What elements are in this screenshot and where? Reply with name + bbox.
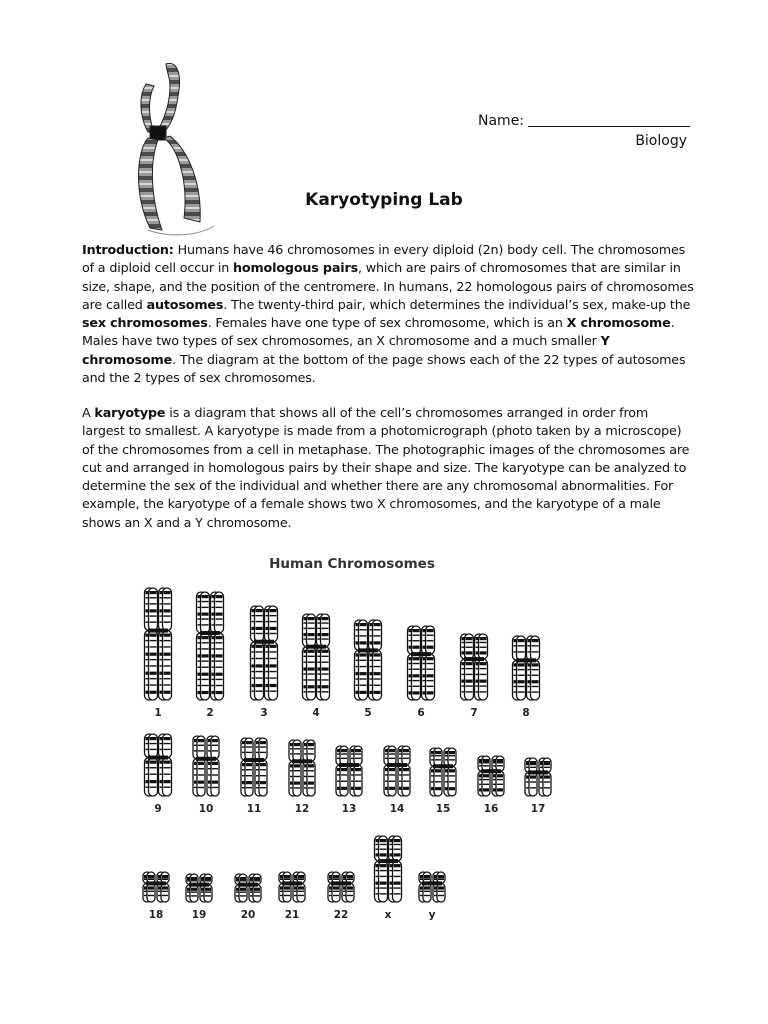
chromosome-pair-19 — [186, 874, 212, 902]
chromosome-pair-22 — [328, 872, 354, 902]
chromosome-pair-11 — [241, 738, 267, 796]
term-karyotype: karyotype — [94, 405, 166, 420]
intro-text: . Males have two types of sex chromosomes, an X chromosome and a much smaller — [82, 315, 675, 349]
chromosome-pair-9 — [145, 734, 172, 796]
chromosome-label-12: 12 — [294, 803, 310, 815]
chromosome-pair-20 — [235, 874, 261, 902]
chromosome-pair-10 — [193, 736, 219, 796]
chromosome-pair-7 — [461, 634, 488, 700]
chromosome-pair-21 — [279, 872, 305, 902]
intro-heading: Introduction: — [82, 242, 174, 257]
chromosome-illustration — [128, 56, 220, 240]
page-title: Karyotyping Lab — [305, 190, 463, 210]
chromosome-pair-y — [419, 872, 445, 902]
chromosome-label-21: 21 — [284, 909, 300, 921]
chromosome-pair-13 — [336, 746, 362, 796]
chromosome-label-10: 10 — [198, 803, 214, 815]
chromosome-label-7: 7 — [470, 707, 478, 719]
karyotype-text: is a diagram that shows all of the cell’s chromosomes arranged in order from largest to smallest. A karyotype is made from a photomicrograph (photo taken by a microscope) of the chromosomes from a cell in metaphase. The photographic images of the chromosomes are cut and arranged in homologous pairs by their shape and size. The karyotype can be analyzed to determine the sex of the individual and whether there are any chromosomal abnormalities. For example, the karyotype of a female shows two X chromosomes, and the karyotype of a male shows an X and a Y chromosome. — [82, 405, 690, 530]
intro-text: . Females have one type of sex chromosome, which is an — [207, 315, 567, 331]
chromosome-label-x: x — [384, 909, 392, 921]
chromosome-pair-5 — [355, 620, 382, 700]
term-autosomes: autosomes — [146, 296, 224, 312]
term-sex-chromosomes: sex chromosomes — [82, 315, 208, 331]
chromosome-pair-14 — [384, 746, 410, 796]
chromosome-pair-4 — [303, 614, 330, 700]
chromosome-label-19: 19 — [191, 909, 207, 921]
chromosome-pair-2 — [197, 592, 224, 700]
chromosome-label-18: 18 — [148, 909, 164, 921]
chromosome-pair-x — [375, 836, 402, 902]
karyogram-figure — [132, 548, 572, 930]
introduction-paragraph — [82, 241, 694, 387]
chromosome-label-16: 16 — [483, 803, 499, 815]
chromosome-label-9: 9 — [154, 803, 162, 815]
chromosome-pair-6 — [408, 626, 435, 700]
chromosome-label-17: 17 — [530, 803, 546, 815]
chromosome-label-15: 15 — [435, 803, 451, 815]
karyogram-diagram — [132, 548, 572, 930]
chromosome-pair-3 — [251, 606, 278, 700]
chromosome-pair-17 — [525, 758, 551, 796]
chromosome-label-14: 14 — [389, 803, 405, 815]
chromosome-label-2: 2 — [206, 707, 214, 719]
chromosome-pair-12 — [289, 740, 315, 796]
intro-text: . The twenty-third pair, which determines the individual’s sex, make-up the — [223, 296, 691, 312]
chromosome-label-8: 8 — [522, 707, 530, 719]
name-field — [478, 112, 690, 129]
intro-text: , which are pairs of chromosomes that are similar in size, shape, and the position of the centromere. In humans, 22 homologous pairs of chromosomes are called — [82, 260, 694, 312]
chromosome-pair-8 — [513, 636, 540, 700]
intro-text: Humans have 46 chromosomes in every diploid (2n) body cell. The chromosomes of a diploid cell occur in — [82, 242, 686, 276]
chromosome-pair-16 — [478, 756, 504, 796]
name-blank-line — [528, 112, 690, 127]
term-homologous-pairs: homologous pairs — [233, 260, 358, 276]
chromosome-label-20: 20 — [240, 909, 256, 921]
chromosome-label-y: y — [428, 909, 436, 921]
chromosome-label-4: 4 — [312, 707, 320, 719]
chromosome-label-6: 6 — [417, 707, 425, 719]
chromosome-pair-15 — [430, 748, 456, 796]
intro-text: . The diagram at the bottom of the page shows each of the 22 types of autosomes and the 2 types of sex chromosomes. — [82, 351, 686, 386]
subject-label: Biology — [635, 133, 687, 149]
term-y-chromosome: Y chromosome — [82, 333, 610, 367]
chromosome-label-11: 11 — [246, 803, 262, 815]
term-x-chromosome: X chromosome — [566, 315, 671, 331]
chromosome-pair-18 — [143, 872, 169, 902]
name-label: Name: — [478, 113, 525, 129]
figure-title: Human Chromosomes — [269, 556, 435, 572]
chromosome-label-1: 1 — [154, 707, 162, 719]
chromosome-label-13: 13 — [341, 803, 357, 815]
chromosome-label-22: 22 — [333, 909, 349, 921]
chromosome-label-3: 3 — [260, 707, 268, 719]
chromosome-label-5: 5 — [364, 707, 372, 719]
karyotype-text: A — [82, 405, 95, 420]
karyotype-paragraph — [82, 404, 694, 532]
chromosome-pair-1 — [145, 588, 172, 700]
